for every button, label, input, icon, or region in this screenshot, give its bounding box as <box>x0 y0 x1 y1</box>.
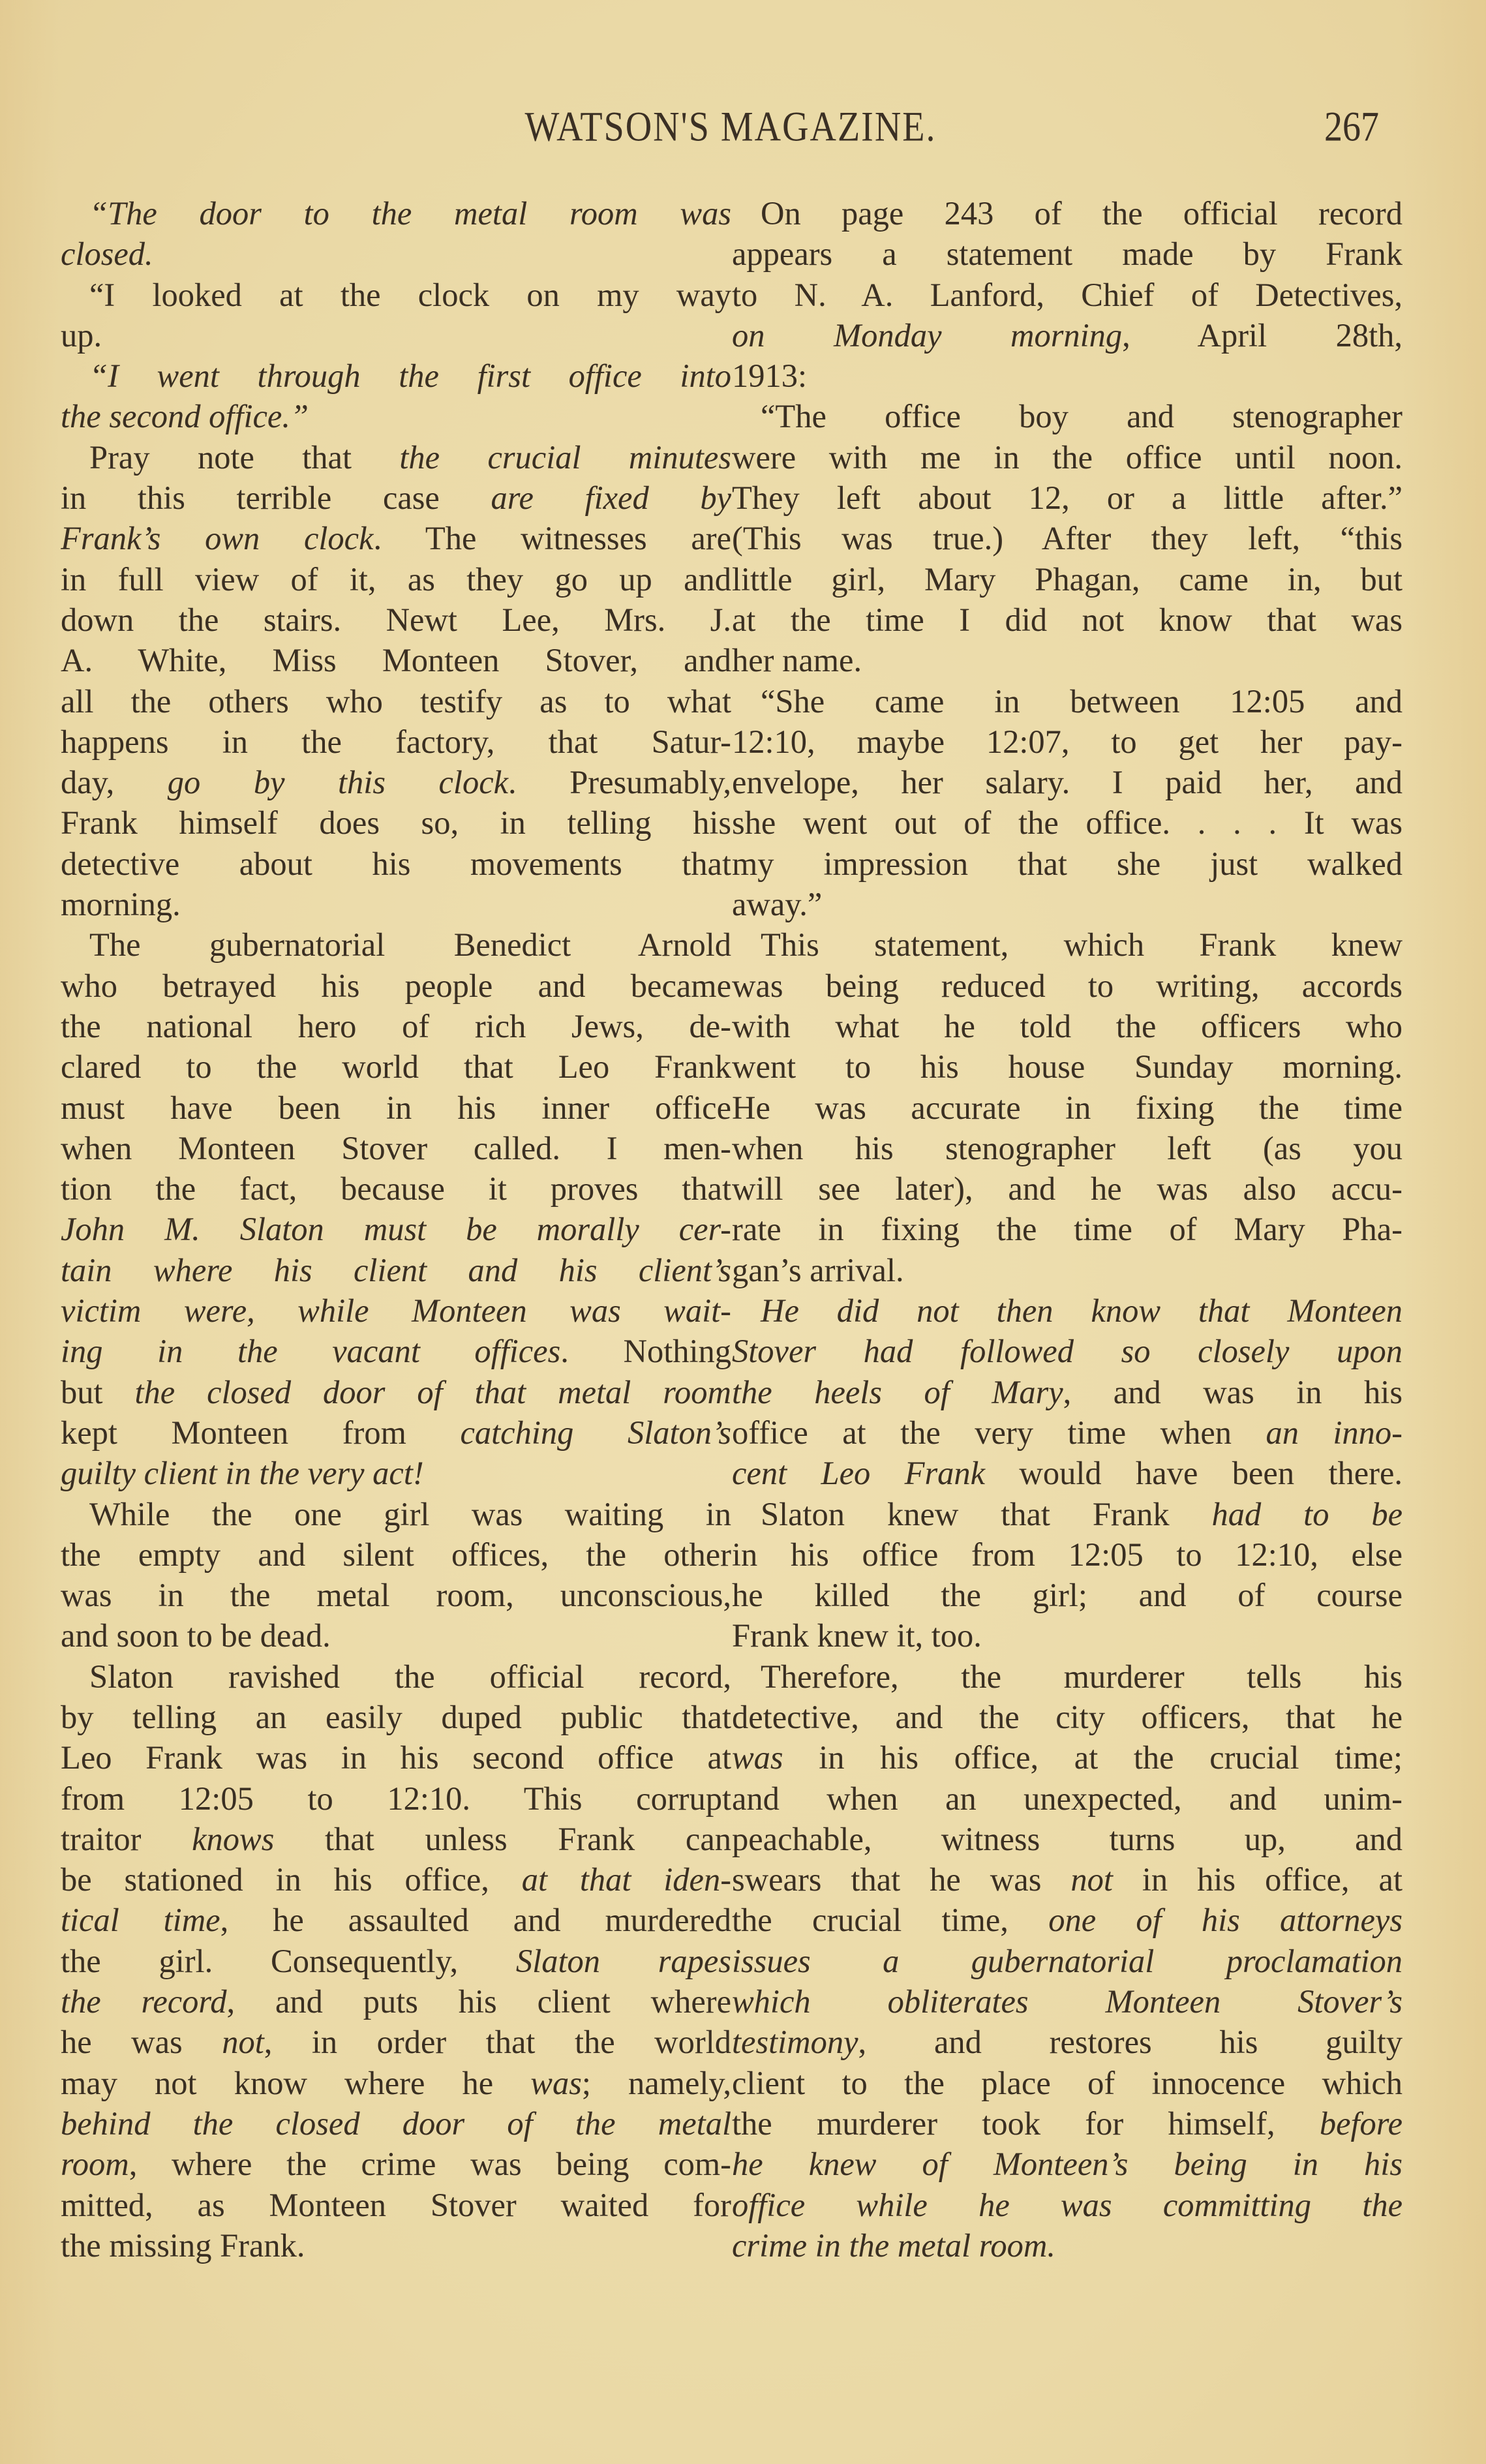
roman-text: in his office, at <box>1112 1861 1403 1898</box>
text-line <box>732 924 1403 965</box>
text-line <box>61 1859 731 1900</box>
text-line <box>61 722 731 762</box>
italic-text: Stover had followed so closely upon <box>732 1333 1403 1370</box>
text-line <box>61 1006 731 1046</box>
roman-text: with what he told the officers who <box>732 1007 1403 1044</box>
roman-text: On page 243 of the official record <box>761 195 1403 232</box>
text-line <box>61 315 731 356</box>
right-column <box>732 193 1403 2266</box>
italic-text: one of his attorneys <box>1048 1902 1403 1939</box>
left-column <box>61 193 731 2266</box>
roman-text: all the others who testify as to what <box>61 682 731 720</box>
text-line <box>61 1900 731 1940</box>
italic-text: crime in the metal room. <box>732 2227 1056 2264</box>
text-line <box>61 2063 731 2103</box>
text-line <box>732 1453 1403 1493</box>
roman-text: Frank himself does so, in telling his <box>61 804 731 842</box>
italic-text: had to be <box>1211 1495 1403 1532</box>
text-line <box>732 396 1403 436</box>
roman-text: the girl. Consequently, <box>61 1942 516 1979</box>
roman-text: detective about his movements that <box>61 845 731 882</box>
text-line <box>732 802 1403 843</box>
roman-text: he killed the girl; and of course <box>732 1577 1403 1614</box>
text-line <box>732 762 1403 802</box>
text-line <box>61 1819 731 1859</box>
text-line <box>732 1575 1403 1615</box>
roman-text: the crucial time, <box>732 1902 1049 1939</box>
italic-text: the record <box>61 1983 227 2020</box>
text-line <box>61 275 731 315</box>
roman-text: , where the crime was being com- <box>129 2146 731 2183</box>
text-line <box>732 193 1403 234</box>
text-line <box>732 518 1403 558</box>
roman-text: but <box>61 1373 135 1410</box>
text-line <box>61 396 731 436</box>
text-line <box>61 1615 731 1656</box>
roman-text: the missing Frank. <box>61 2227 305 2264</box>
text-line <box>732 1168 1403 1209</box>
text-line <box>61 1128 731 1168</box>
text-line <box>61 681 731 722</box>
italic-text: knows <box>192 1820 275 1857</box>
text-line <box>61 559 731 600</box>
roman-text: , and puts his client where <box>226 1983 731 2020</box>
text-line <box>732 1656 1403 1697</box>
roman-text: when his stenographer left (as you <box>732 1129 1403 1166</box>
roman-text: in his office from 12:05 to 12:10, else <box>732 1536 1403 1573</box>
text-line <box>732 1372 1403 1412</box>
italic-text: which obliterates Monteen Stover’s <box>732 1983 1403 2020</box>
text-line <box>61 1046 731 1087</box>
italic-text: John M. Slaton must be morally cer- <box>61 1211 731 1248</box>
text-line <box>61 1534 731 1575</box>
roman-text: in this terrible case <box>61 479 491 517</box>
roman-text: clared to the world that Leo Frank <box>61 1048 731 1086</box>
text-line <box>732 1006 1403 1046</box>
roman-text: Slaton ravished the official record, <box>89 1658 731 1695</box>
roman-text: be stationed in his office, <box>61 1861 522 1898</box>
text-line <box>732 1290 1403 1331</box>
italic-text: room <box>61 2146 129 2183</box>
text-line <box>61 1412 731 1453</box>
text-line <box>61 1290 731 1331</box>
running-title: WATSON'S MAGAZINE. <box>524 104 937 151</box>
italic-text: at that iden- <box>521 1861 731 1898</box>
roman-text: little girl, Mary Phagan, came in, but <box>732 560 1403 598</box>
text-line <box>61 884 731 924</box>
italic-text: tical time <box>61 1902 220 1939</box>
roman-text: would have been there. <box>985 1455 1403 1492</box>
roman-text: . Presumably, <box>508 764 731 801</box>
text-line <box>61 1168 731 1209</box>
roman-text: 1913: <box>732 357 808 395</box>
roman-text: was being reduced to writing, accords <box>732 967 1403 1004</box>
roman-text: rate in fixing the time of Mary Pha- <box>732 1211 1403 1248</box>
roman-text: swears that he was <box>732 1861 1071 1898</box>
roman-text: “I looked at the clock on my way <box>89 276 731 313</box>
roman-text: 12:10, maybe 12:07, to get her pay- <box>732 723 1403 760</box>
roman-text: , April 28th, <box>1122 316 1403 354</box>
italic-text: was <box>732 1739 783 1776</box>
italic-text: victim were, while Monteen was wait- <box>61 1292 731 1330</box>
text-line <box>61 1453 731 1493</box>
italic-text: Frank’s own clock <box>61 520 374 557</box>
roman-text: Frank knew it, too. <box>732 1617 982 1654</box>
italic-text: “I went through the first office into <box>89 357 731 395</box>
text-line <box>732 478 1403 518</box>
roman-text: will see later), and he was also accu- <box>732 1170 1403 1208</box>
roman-text: (This was true.) After they left, “this <box>732 520 1403 557</box>
roman-text: mitted, as Monteen Stover waited for <box>61 2186 731 2223</box>
text-line <box>732 1209 1403 1249</box>
roman-text: to N. A. Lanford, Chief of Detectives, <box>732 276 1403 313</box>
text-line <box>732 1250 1403 1290</box>
roman-text: “The office boy and stenographer <box>761 398 1403 435</box>
text-line <box>732 1615 1403 1656</box>
text-line <box>61 1209 731 1249</box>
text-line <box>61 2022 731 2062</box>
text-line <box>732 275 1403 315</box>
text-line <box>732 1046 1403 1087</box>
text-line <box>61 2103 731 2144</box>
text-line <box>732 2022 1403 2062</box>
text-line <box>61 1494 731 1534</box>
text-line <box>732 1697 1403 1737</box>
text-line <box>732 1331 1403 1371</box>
roman-text: must have been in his inner office <box>61 1089 731 1126</box>
roman-text: went to his house Sunday morning. <box>732 1048 1403 1086</box>
text-line <box>61 1088 731 1128</box>
italic-text: the crucial minutes <box>399 438 731 476</box>
text-line <box>732 722 1403 762</box>
roman-text: client to the place of innocence which <box>732 2064 1403 2101</box>
text-line <box>732 1778 1403 1819</box>
text-line <box>732 1737 1403 1778</box>
roman-text: the national hero of rich Jews, de- <box>61 1007 731 1044</box>
roman-text: A. White, Miss Monteen Stover, and <box>61 642 731 679</box>
italic-text: closed. <box>61 236 153 273</box>
text-line <box>732 315 1403 356</box>
roman-text: traitor <box>61 1820 192 1857</box>
text-line <box>61 762 731 802</box>
italic-text: was <box>530 2064 582 2101</box>
text-line <box>61 437 731 478</box>
page-number: 267 <box>1324 104 1379 151</box>
roman-text: was in the metal room, unconscious, <box>61 1577 731 1614</box>
text-line <box>61 2185 731 2225</box>
italic-text: cent Leo Frank <box>732 1455 986 1492</box>
italic-text: He did not then know that Monteen <box>761 1292 1403 1330</box>
roman-text: office at the very time when <box>732 1414 1266 1451</box>
roman-text: when Monteen Stover called. I men- <box>61 1129 731 1166</box>
text-line <box>61 802 731 843</box>
text-line <box>61 1331 731 1371</box>
italic-text: issues a gubernatorial proclamation <box>732 1942 1403 1979</box>
italic-text: before <box>1319 2105 1403 2142</box>
text-line <box>61 966 731 1006</box>
text-line <box>61 640 731 680</box>
text-line <box>61 600 731 640</box>
roman-text: , and was in his <box>1063 1373 1403 1410</box>
text-line <box>732 559 1403 600</box>
text-line <box>732 2063 1403 2103</box>
text-line <box>732 1128 1403 1168</box>
text-line <box>732 1088 1403 1128</box>
text-line <box>61 1737 731 1778</box>
italic-text: catching Slaton’s <box>460 1414 731 1451</box>
italic-text: “The door to the metal room was <box>89 195 731 232</box>
roman-text: The gubernatorial Benedict Arnold <box>89 926 731 964</box>
roman-text: He was accurate in fixing the time <box>732 1089 1403 1126</box>
roman-text: the murderer took for himself, <box>732 2105 1320 2142</box>
roman-text: morning. <box>61 886 181 923</box>
roman-text: in his office, at the crucial time; <box>783 1739 1403 1776</box>
roman-text: and when an unexpected, and unim- <box>732 1780 1403 1817</box>
roman-text: . Nothing <box>560 1333 731 1370</box>
text-line <box>732 2225 1403 2266</box>
italic-text: the closed door of that metal room <box>134 1373 731 1410</box>
text-line <box>732 2185 1403 2225</box>
text-line <box>61 844 731 884</box>
text-line <box>61 193 731 234</box>
text-line <box>61 1656 731 1697</box>
roman-text: the empty and silent offices, the other <box>61 1536 731 1573</box>
text-line <box>732 1819 1403 1859</box>
roman-text: Slaton knew that Frank <box>761 1495 1212 1532</box>
italic-text: not <box>222 2024 264 2061</box>
roman-text: While the one girl was waiting in <box>89 1495 731 1532</box>
text-line <box>732 2103 1403 2144</box>
text-line <box>732 1981 1403 2022</box>
text-line <box>732 2144 1403 2184</box>
roman-text: he was <box>61 2024 222 2061</box>
roman-text: in full view of it, as they go up and <box>61 560 731 598</box>
text-line <box>732 1859 1403 1900</box>
text-line <box>732 1941 1403 1981</box>
text-line <box>732 1534 1403 1575</box>
text-line <box>61 2225 731 2266</box>
roman-text: she went out of the office. . . . It was <box>732 804 1403 842</box>
italic-text: not <box>1070 1861 1113 1898</box>
roman-text: , in order that the world <box>264 2024 731 2061</box>
roman-text: may not know where he <box>61 2064 531 2101</box>
italic-text: office while he was committing the <box>732 2186 1403 2223</box>
italic-text: the second office.” <box>61 398 309 435</box>
roman-text: peachable, witness turns up, and <box>732 1820 1403 1857</box>
roman-text: happens in the factory, that Satur- <box>61 723 731 760</box>
text-line <box>732 356 1403 396</box>
roman-text: envelope, her salary. I paid her, and <box>732 764 1403 801</box>
roman-text: Leo Frank was in his second office at <box>61 1739 731 1776</box>
text-line <box>732 600 1403 640</box>
roman-text: her name. <box>732 642 862 679</box>
italic-text: he knew of Monteen’s being in his <box>732 2146 1403 2183</box>
roman-text: This statement, which Frank knew <box>761 926 1403 964</box>
text-line <box>61 234 731 274</box>
running-head <box>0 103 1486 149</box>
roman-text: that unless Frank can <box>274 1820 731 1857</box>
roman-text: ; namely, <box>581 2064 731 2101</box>
text-line <box>61 924 731 965</box>
roman-text: detective, and the city officers, that he <box>732 1698 1403 1735</box>
text-line <box>61 1372 731 1412</box>
roman-text: , and restores his guilty <box>858 2024 1403 2061</box>
italic-text: are fixed by <box>491 479 731 517</box>
roman-text: “She came in between 12:05 and <box>761 682 1403 720</box>
italic-text: Slaton rapes <box>515 1942 731 1979</box>
roman-text: by telling an easily duped public that <box>61 1698 731 1735</box>
text-line <box>732 234 1403 274</box>
roman-text: and soon to be dead. <box>61 1617 331 1654</box>
roman-text: were with me in the office until noon. <box>732 438 1403 476</box>
text-line <box>61 1941 731 1981</box>
text-line <box>732 884 1403 924</box>
roman-text: kept Monteen from <box>61 1414 461 1451</box>
roman-text: down the stairs. Newt Lee, Mrs. J. <box>61 601 731 638</box>
text-line <box>61 1778 731 1819</box>
roman-text: Pray note that <box>89 438 400 476</box>
text-line <box>61 518 731 558</box>
text-line <box>61 1697 731 1737</box>
roman-text: who betrayed his people and became <box>61 967 731 1004</box>
text-line <box>61 1250 731 1290</box>
italic-text: behind the closed door of the metal <box>61 2105 731 2142</box>
text-line <box>732 966 1403 1006</box>
roman-text: my impression that she just walked <box>732 845 1403 882</box>
roman-text: up. <box>61 316 102 354</box>
italic-text: go by this clock <box>167 764 509 801</box>
text-line <box>732 437 1403 478</box>
roman-text: tion the fact, because it proves that <box>61 1170 731 1208</box>
roman-text: Therefore, the murderer tells his <box>761 1658 1403 1695</box>
text-line <box>61 356 731 396</box>
italic-text: tain where his client and his client’s <box>61 1251 731 1288</box>
text-line <box>732 844 1403 884</box>
text-line <box>61 1981 731 2022</box>
roman-text: , he assaulted and murdered <box>220 1902 731 1939</box>
roman-text: at the time I did not know that was <box>732 601 1403 638</box>
italic-text: guilty client in the very act! <box>61 1455 424 1492</box>
roman-text: away.” <box>732 886 823 923</box>
text-line <box>732 640 1403 680</box>
italic-text: the heels of Mary <box>732 1373 1063 1410</box>
text-line <box>61 478 731 518</box>
text-line <box>732 681 1403 722</box>
roman-text: day, <box>61 764 168 801</box>
roman-text: . The witnesses are <box>373 520 731 557</box>
text-line <box>61 1575 731 1615</box>
italic-text: an inno- <box>1266 1414 1403 1451</box>
roman-text: appears a statement made by Frank <box>732 236 1403 273</box>
italic-text: testimony <box>732 2024 858 2061</box>
text-line <box>61 2144 731 2184</box>
italic-text: on Monday morning <box>732 316 1123 354</box>
roman-text: from 12:05 to 12:10. This corrupt <box>61 1780 731 1817</box>
roman-text: gan’s arrival. <box>732 1251 904 1288</box>
text-line <box>732 1900 1403 1940</box>
text-line <box>732 1494 1403 1534</box>
roman-text: They left about 12, or a little after.” <box>732 479 1403 517</box>
italic-text: ing in the vacant offices <box>61 1333 561 1370</box>
text-line <box>732 1412 1403 1453</box>
